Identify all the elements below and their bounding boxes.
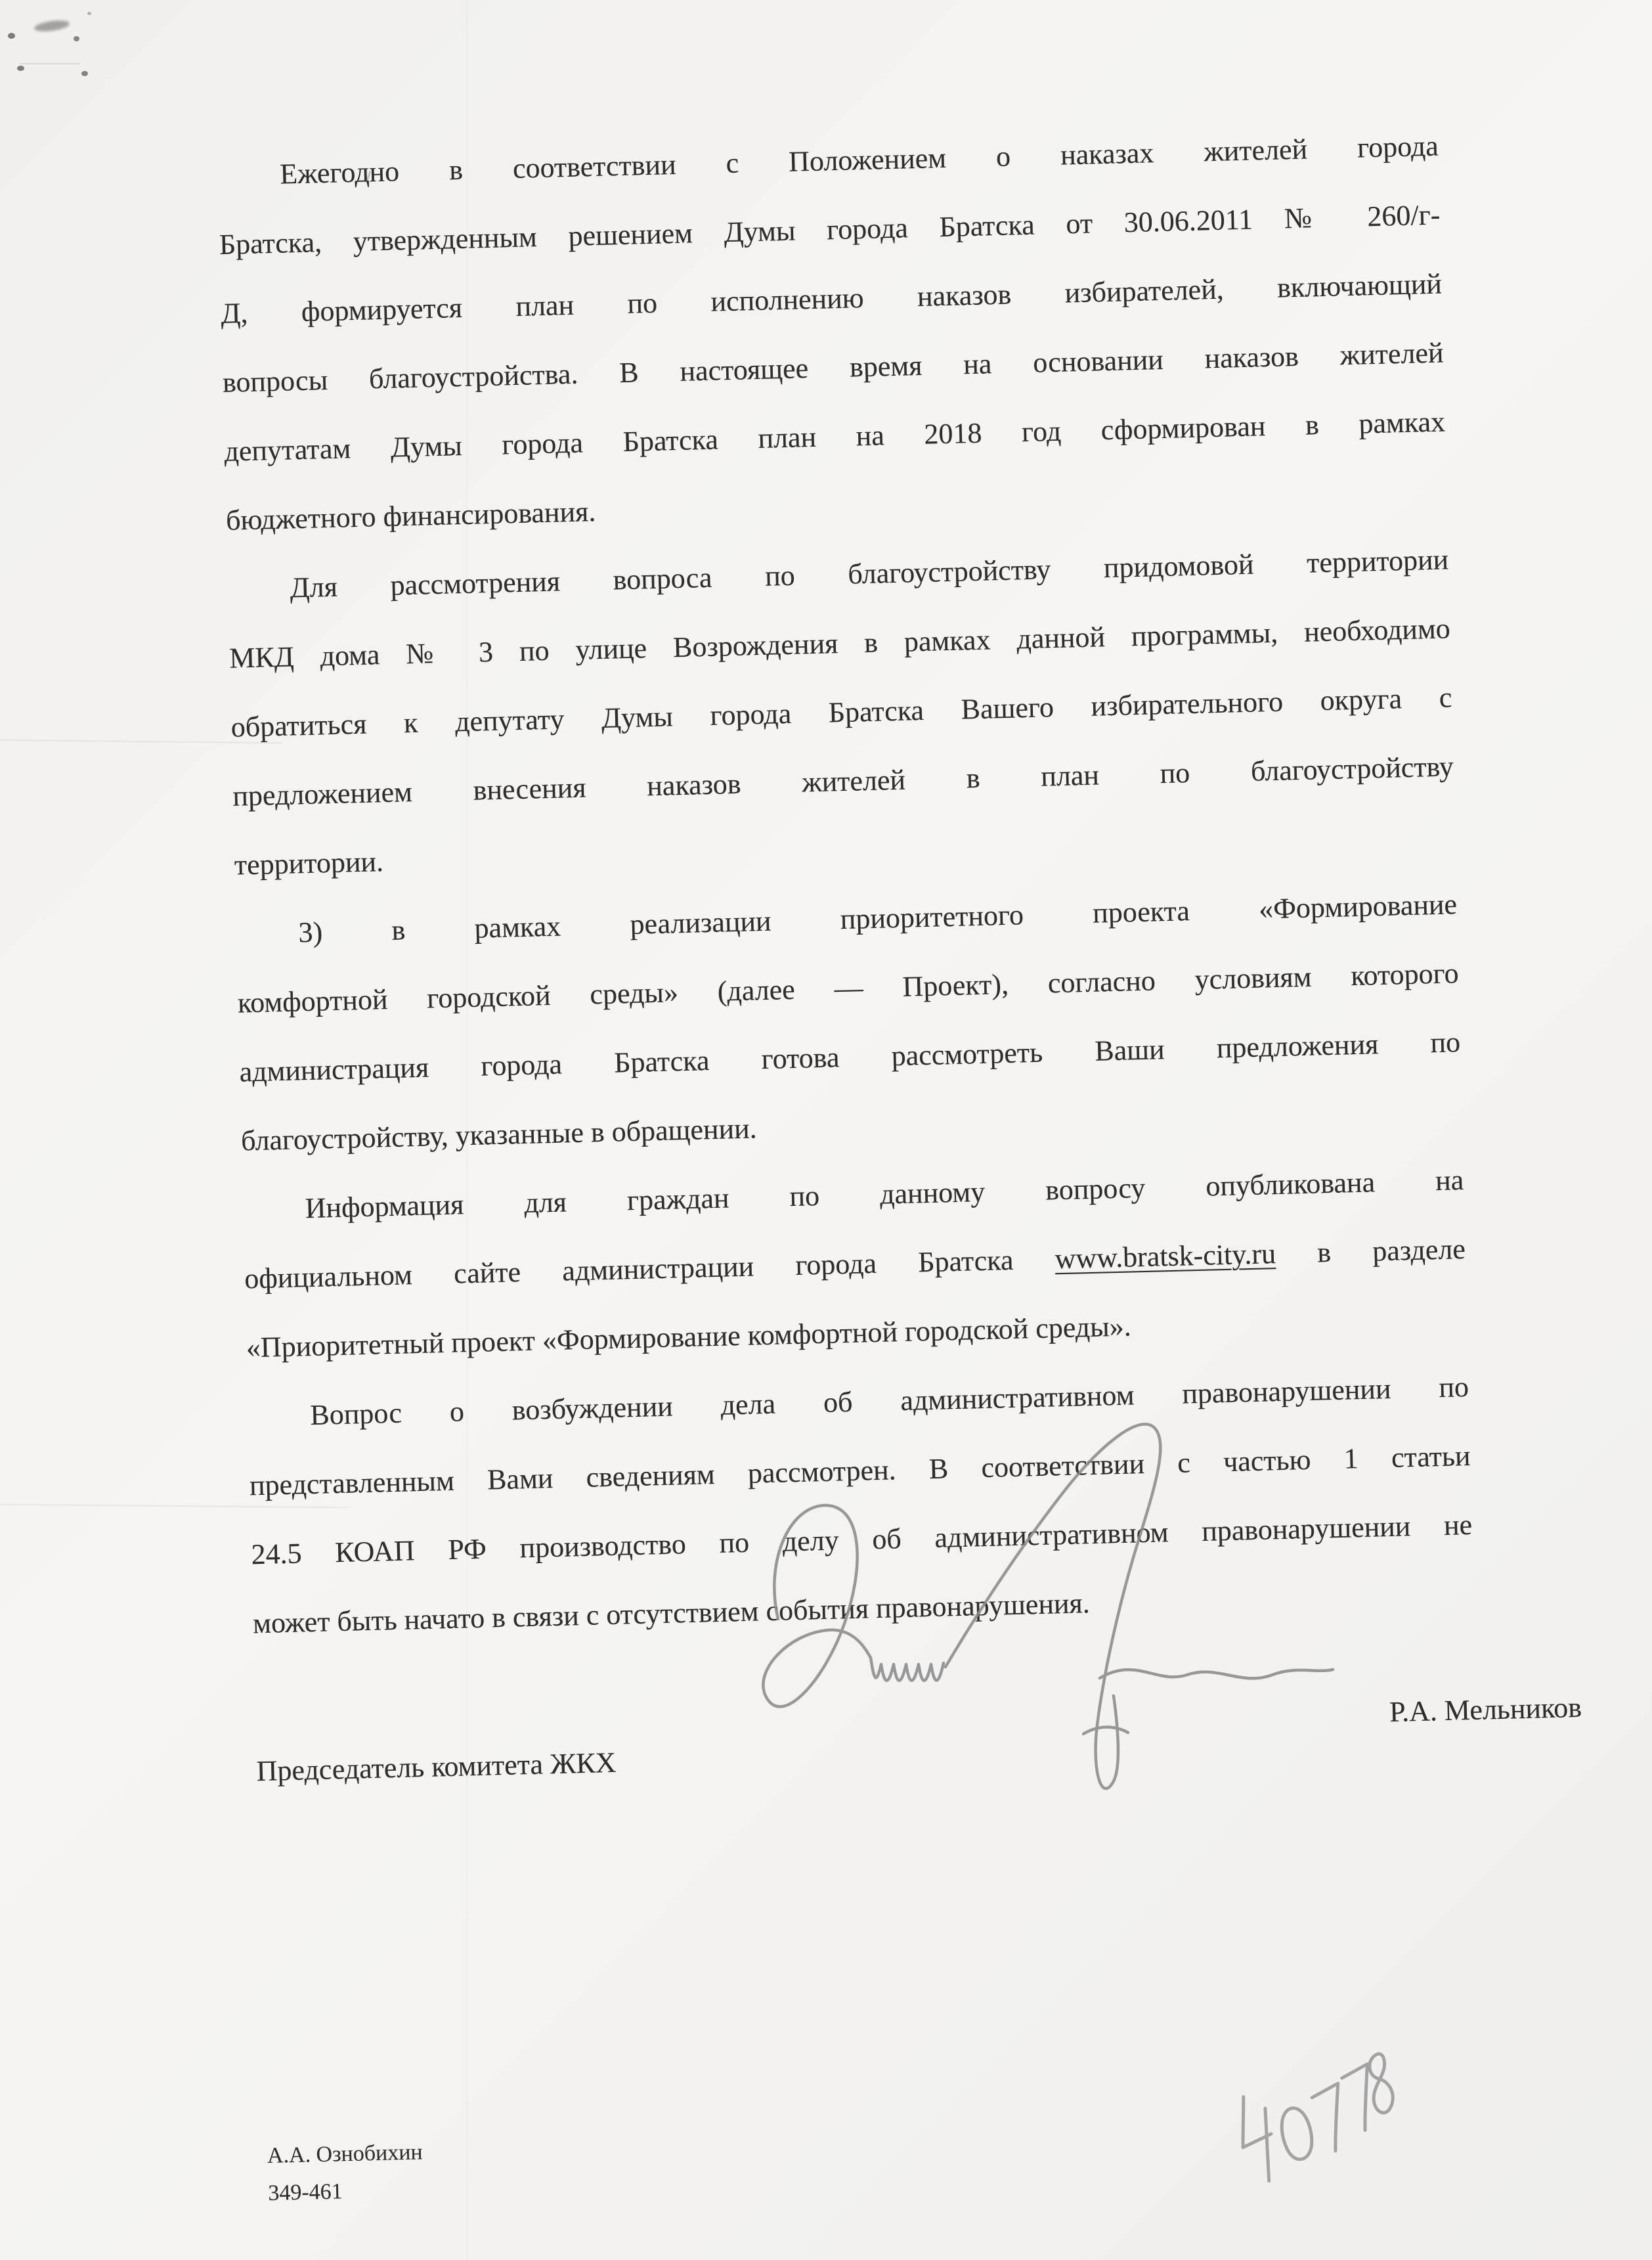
text-line: бюджетного финансирования.	[225, 495, 596, 537]
text-line: администрация города Братска готова рассмотреть Ваши предложения по	[239, 1026, 1461, 1088]
text-line: Для рассмотрения вопроса по благоустройству придомовой территории	[290, 543, 1449, 604]
paragraph-5	[247, 1352, 1475, 1658]
scan-speck	[87, 12, 91, 15]
text-line: комфортной городской среды» (далее — Проект), согласно условиям которого	[237, 957, 1460, 1019]
scan-scratch	[20, 63, 80, 64]
scan-smudge	[33, 18, 70, 33]
executor-block	[267, 2133, 424, 2212]
scan-speck	[17, 66, 24, 71]
text-line: 3) в рамках реализации приоритетного проекта «Формирование	[297, 888, 1458, 949]
scan-speck	[8, 33, 15, 39]
text-line: Информация для граждан по данному вопросу опубликована на	[305, 1164, 1464, 1225]
text-line: предложением внесения наказов жителей в план по благоустройству	[232, 750, 1454, 812]
url-link: www.bratsk-city.ru	[1054, 1237, 1276, 1275]
text-line: 24.5 КОАП РФ производство по делу об административном правонарушении не	[250, 1508, 1473, 1571]
letter-body	[217, 112, 1582, 2206]
signature-block	[255, 1691, 1582, 1806]
text-line: вопросы благоустройства. В настоящее время на основании наказов жителей	[222, 336, 1445, 399]
text-after-url: в разделе	[1275, 1233, 1466, 1270]
text-line: «Приоритетный проект «Формирование комфортной городской среды».	[246, 1310, 1132, 1364]
scan-speck	[74, 36, 79, 41]
registration-number-handwritten	[1208, 2049, 1405, 2213]
executor-phone: 349-461	[267, 2179, 343, 2206]
scan-speck	[81, 71, 88, 76]
text-line: обратиться к депутату Думы города Братска Вашего избирательного округа с	[230, 681, 1452, 743]
text-line: представленным Вами сведениям рассмотрен. В соответствии с частью 1 статьи	[249, 1439, 1471, 1502]
text-line: депутатам Думы города Братска план на 2018 год сформирован в рамках	[223, 405, 1446, 468]
text-before-url: официальном сайте администрации города Братска	[244, 1243, 1056, 1295]
paragraph-3	[235, 870, 1463, 1175]
paragraph-4	[242, 1145, 1467, 1382]
paragraph-1	[217, 112, 1448, 555]
executor-name: А.А. Ознобихин	[267, 2140, 424, 2169]
text-line: территории.	[234, 845, 384, 881]
text-line: может быть начато в связи с отсутствием события правонарушения.	[252, 1587, 1091, 1640]
paragraph-2	[227, 525, 1456, 899]
text-line: Д, формируется план по исполнению наказов избирателей, включающий	[220, 267, 1443, 330]
signee-name: Р.А. Мельников	[1389, 1691, 1582, 1729]
text-line: МКД дома № 3 по улице Возрождения в рамках данной программы, необходимо	[228, 612, 1451, 675]
text-line: Братска, утвержденным решением Думы города Братска от 30.06.2011 № 260/г-	[219, 198, 1441, 261]
text-line: благоустройству, указанные в обращении.	[240, 1112, 758, 1157]
text-line: Вопрос о возбуждении дела об административном правонарушении по	[309, 1370, 1469, 1432]
text-line: Ежегодно в соответствии с Положением о наказах жителей города	[279, 129, 1439, 190]
signature-title: Председатель комитета ЖКХ	[256, 1746, 617, 1788]
